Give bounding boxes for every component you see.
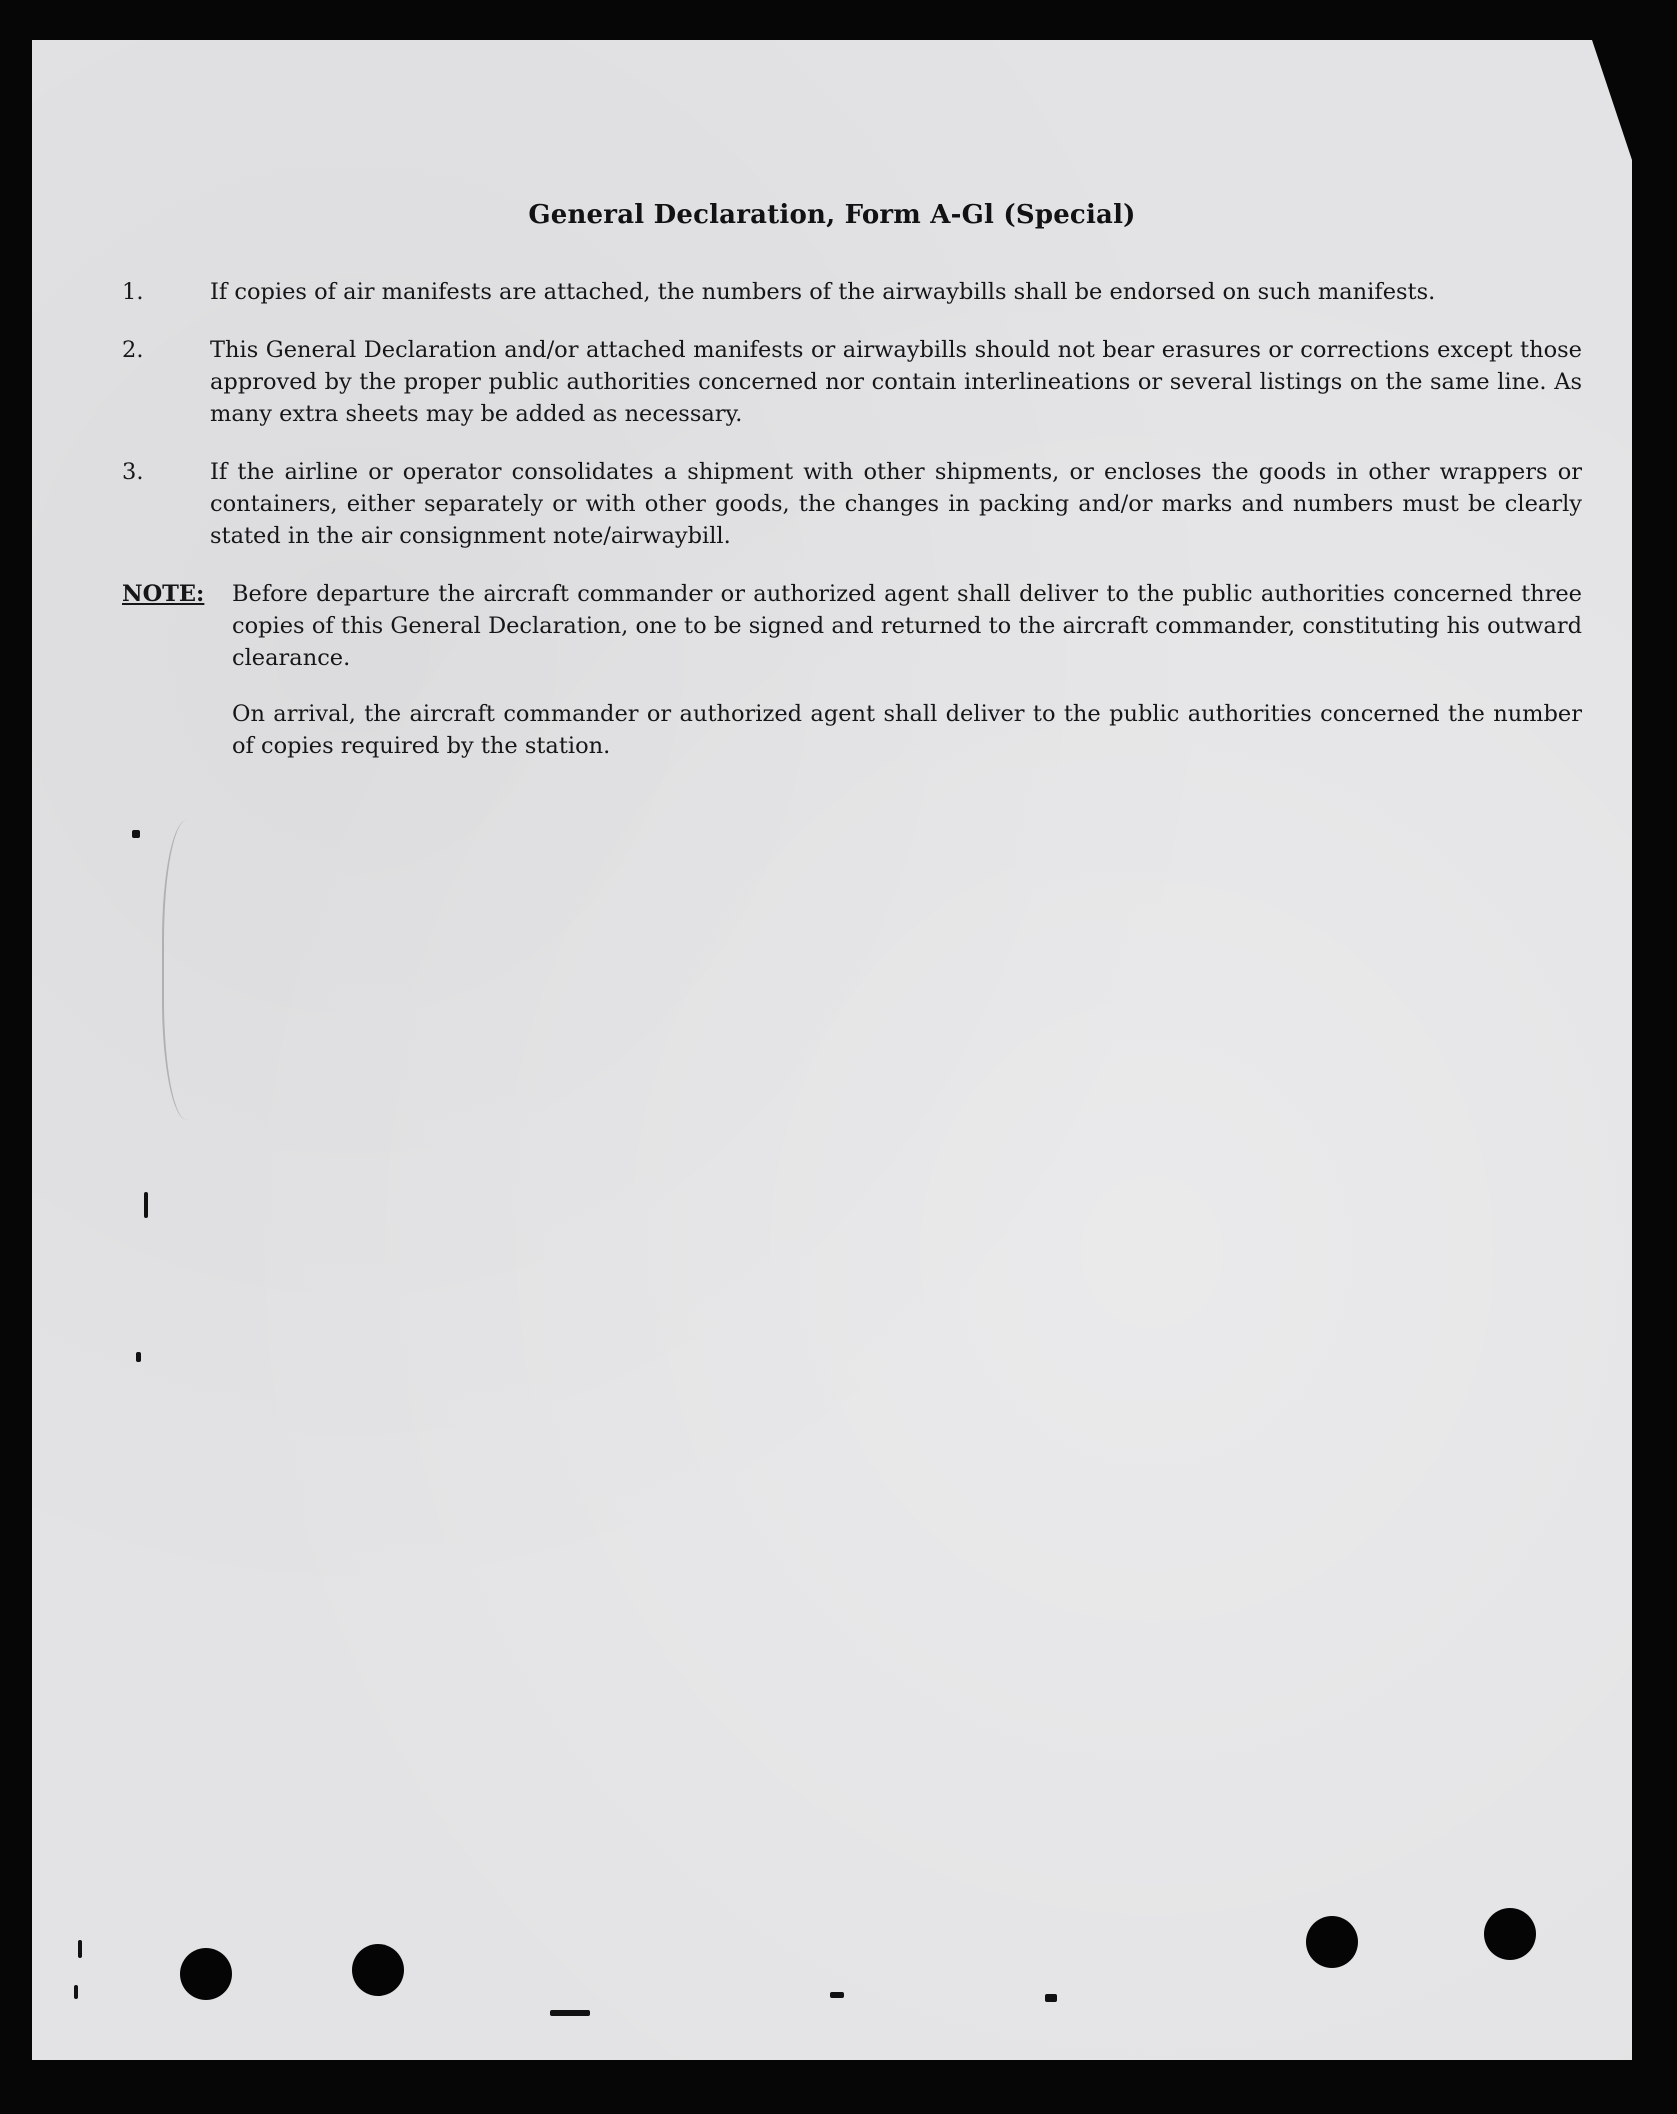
item-text: This General Declaration and/or attached manifests or airwaybills should not bear erasures or corrections except those approved by the proper public authorities concerned nor contain interlineations or several listings on the same line. As many extra sheets may be added as necessary.: [210, 337, 1582, 427]
document-sheet: [32, 40, 1632, 2060]
speck: [1045, 1994, 1057, 2002]
item-number: 2.: [122, 337, 144, 363]
note-paragraph-2: On arrival, the aircraft commander or authorized agent shall deliver to the public authorities concerned the number of copies required by the station.: [232, 701, 1582, 759]
item-text: If the airline or operator consolidates a shipment with other shipments, or encloses the goods in other wrappers or containers, either separately or with other goods, the changes in packing and/or marks and numbers must be clearly stated in the air consignment note/airwaybill.: [210, 459, 1582, 549]
paper-crease: [162, 820, 224, 1120]
punch-hole: [352, 1944, 404, 1996]
speck: [132, 830, 140, 838]
item-number: 1.: [122, 279, 144, 305]
speck: [830, 1992, 844, 1998]
item-text: If copies of air manifests are attached, the numbers of the airwaybills shall be endorsed on such manifests.: [210, 279, 1436, 305]
speck: [550, 2010, 590, 2016]
instruction-item-2: [122, 334, 1582, 430]
punch-hole: [1306, 1916, 1358, 1968]
instruction-item-3: [122, 456, 1582, 552]
note-paragraph-1: Before departure the aircraft commander or authorized agent shall deliver to the public authorities concerned three copies of this General Declaration, one to be signed and returned to the aircraft commander, constituting his outward clearance.: [232, 581, 1582, 671]
speck: [136, 1352, 141, 1362]
punch-hole: [1484, 1908, 1536, 1960]
note-block-2: [32, 698, 1582, 762]
item-number: 3.: [122, 459, 144, 485]
document-title: General Declaration, Form A-Gl (Special): [528, 200, 1136, 230]
speck: [78, 1940, 82, 1958]
punch-hole: [180, 1948, 232, 2000]
folded-corner: [1592, 40, 1632, 160]
instruction-item-1: [122, 276, 1582, 308]
speck: [144, 1192, 148, 1218]
speck: [74, 1985, 78, 1999]
note-block: [32, 578, 1582, 674]
note-label: NOTE:: [122, 581, 205, 607]
